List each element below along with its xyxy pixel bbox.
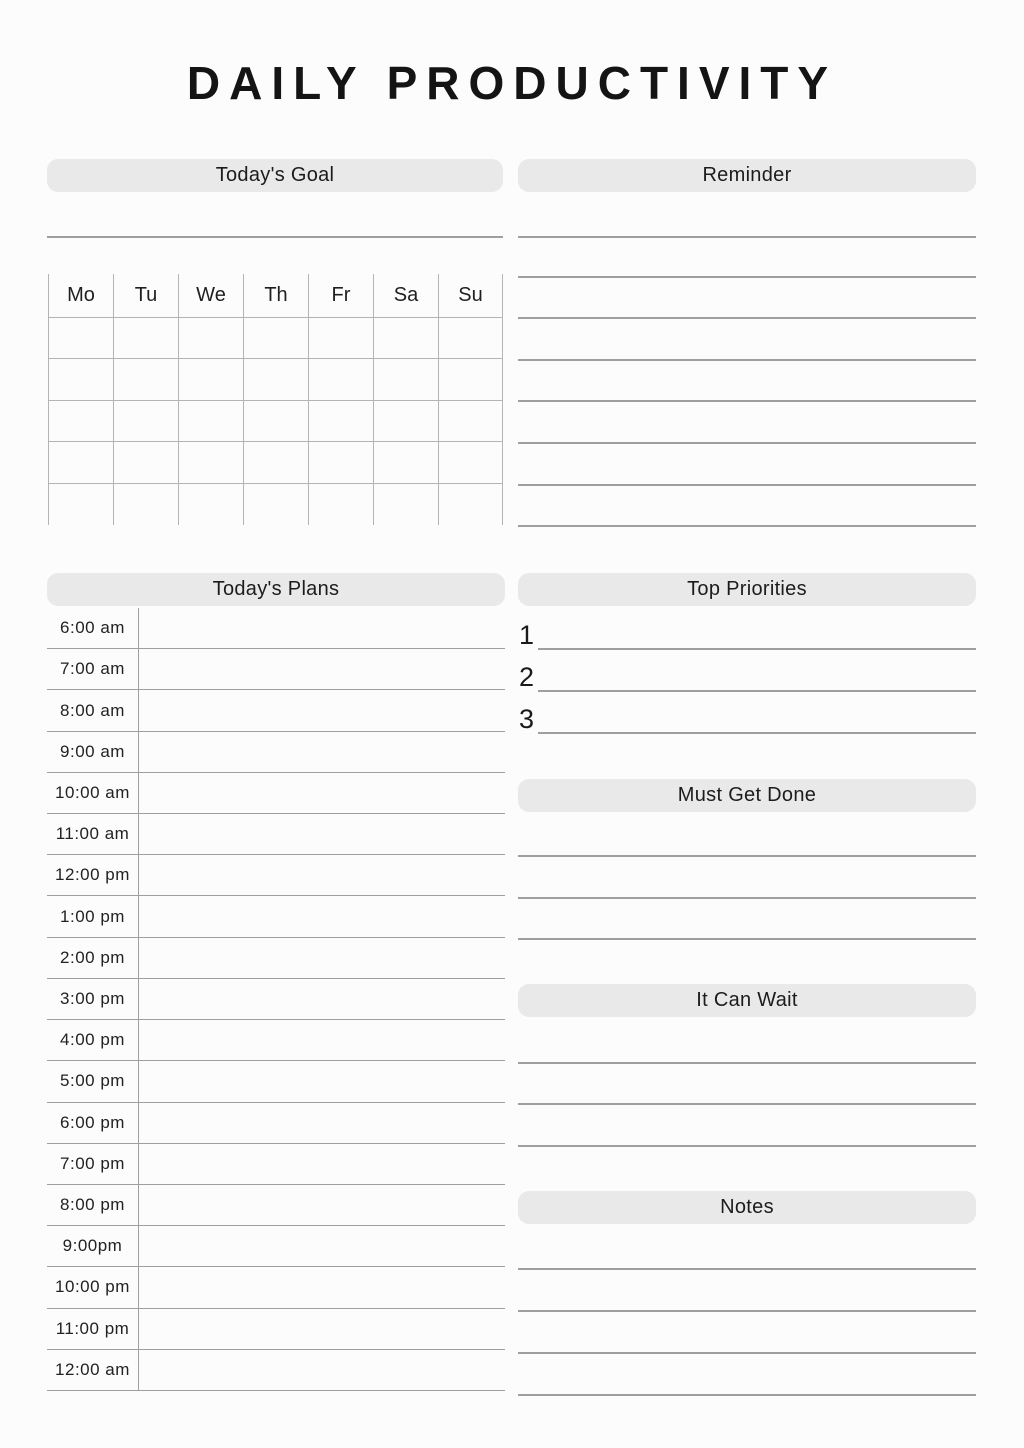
plan-time-label: 6:00 pm <box>47 1103 139 1143</box>
week-table-cell[interactable] <box>178 401 243 442</box>
reminder-writing-line[interactable] <box>518 442 976 444</box>
plan-time-label: 11:00 pm <box>47 1309 139 1349</box>
week-table-cell[interactable] <box>113 318 178 359</box>
week-table-cell[interactable] <box>308 401 373 442</box>
plan-row <box>47 1020 505 1061</box>
plan-entry-area[interactable] <box>139 1185 505 1225</box>
plan-row <box>47 649 505 690</box>
week-table-cell[interactable] <box>113 442 178 483</box>
plan-entry-area[interactable] <box>139 1144 505 1184</box>
plan-entry-area[interactable] <box>139 1267 505 1307</box>
plan-entry-area[interactable] <box>139 773 505 813</box>
plan-time-label: 4:00 pm <box>47 1020 139 1060</box>
week-table-cell[interactable] <box>243 401 308 442</box>
plan-time-label: 6:00 am <box>47 608 139 648</box>
reminder-writing-line[interactable] <box>518 276 976 278</box>
plan-time-label: 11:00 am <box>47 814 139 854</box>
plan-row <box>47 1350 505 1391</box>
section-header-it-can-wait: It Can Wait <box>518 984 976 1017</box>
week-table-cell[interactable] <box>438 484 503 525</box>
week-table-cell[interactable] <box>373 484 438 525</box>
it-can-wait-writing-line[interactable] <box>518 1062 976 1064</box>
plan-row <box>47 1267 505 1308</box>
week-day-header: We <box>178 274 243 318</box>
week-table-cell[interactable] <box>373 442 438 483</box>
plan-entry-area[interactable] <box>139 938 505 978</box>
plan-time-label: 12:00 am <box>47 1350 139 1390</box>
plan-time-label: 3:00 pm <box>47 979 139 1019</box>
priority-number: 3 <box>519 704 535 734</box>
plan-row <box>47 608 505 649</box>
week-table-cell[interactable] <box>48 359 113 400</box>
plan-time-label: 7:00 am <box>47 649 139 689</box>
plan-entry-area[interactable] <box>139 649 505 689</box>
plan-time-label: 5:00 pm <box>47 1061 139 1101</box>
plan-time-label: 9:00pm <box>47 1226 139 1266</box>
week-table-cell[interactable] <box>113 401 178 442</box>
plan-time-label: 10:00 pm <box>47 1267 139 1307</box>
week-table-cell[interactable] <box>113 359 178 400</box>
plan-row <box>47 855 505 896</box>
week-table-cell[interactable] <box>178 442 243 483</box>
notes-writing-line[interactable] <box>518 1394 976 1396</box>
week-table-cell[interactable] <box>373 359 438 400</box>
week-day-header: Fr <box>308 274 373 318</box>
top-priorities-writing-line[interactable] <box>538 648 976 650</box>
reminder-writing-line[interactable] <box>518 525 976 527</box>
plan-entry-area[interactable] <box>139 690 505 730</box>
plan-row <box>47 814 505 855</box>
plan-time-label: 8:00 am <box>47 690 139 730</box>
week-table-cell[interactable] <box>178 359 243 400</box>
plan-entry-area[interactable] <box>139 608 505 648</box>
it-can-wait-writing-line[interactable] <box>518 1145 976 1147</box>
week-table-cell[interactable] <box>373 401 438 442</box>
plan-entry-area[interactable] <box>139 732 505 772</box>
priority-number: 1 <box>519 620 535 650</box>
plan-entry-area[interactable] <box>139 855 505 895</box>
plan-entry-area[interactable] <box>139 1350 505 1390</box>
reminder-writing-line[interactable] <box>518 359 976 361</box>
plan-row <box>47 690 505 731</box>
plan-entry-area[interactable] <box>139 1226 505 1266</box>
must-get-done-writing-line[interactable] <box>518 897 976 899</box>
week-table-cell[interactable] <box>178 318 243 359</box>
reminder-writing-line[interactable] <box>518 317 976 319</box>
week-day-header: Th <box>243 274 308 318</box>
week-table-cell[interactable] <box>48 318 113 359</box>
page-title: DAILY PRODUCTIVITY <box>186 57 838 109</box>
section-header-reminder: Reminder <box>518 159 976 192</box>
week-table-cell[interactable] <box>438 401 503 442</box>
week-day-header: Su <box>438 274 503 318</box>
week-table-cell[interactable] <box>308 442 373 483</box>
plan-time-label: 8:00 pm <box>47 1185 139 1225</box>
week-table-cell[interactable] <box>308 318 373 359</box>
section-header-notes: Notes <box>518 1191 976 1224</box>
section-header-top-priorities: Top Priorities <box>518 573 976 606</box>
week-table-cell[interactable] <box>373 318 438 359</box>
week-table-cell[interactable] <box>243 359 308 400</box>
plan-row <box>47 1061 505 1102</box>
plan-entry-area[interactable] <box>139 896 505 936</box>
week-table-cell[interactable] <box>113 484 178 525</box>
reminder-writing-line[interactable] <box>518 236 976 238</box>
week-table-cell[interactable] <box>48 401 113 442</box>
plan-time-label: 7:00 pm <box>47 1144 139 1184</box>
week-table-cell[interactable] <box>243 442 308 483</box>
plan-time-label: 2:00 pm <box>47 938 139 978</box>
section-header-todays-goal: Today's Goal <box>47 159 503 192</box>
week-day-header: Sa <box>373 274 438 318</box>
plan-row <box>47 1103 505 1144</box>
plan-time-label: 9:00 am <box>47 732 139 772</box>
week-table-cell[interactable] <box>438 318 503 359</box>
plan-time-label: 12:00 pm <box>47 855 139 895</box>
reminder-writing-line[interactable] <box>518 400 976 402</box>
section-header-must-get-done: Must Get Done <box>518 779 976 812</box>
priority-number: 2 <box>519 662 535 692</box>
plan-time-label: 1:00 pm <box>47 896 139 936</box>
plan-entry-area[interactable] <box>139 814 505 854</box>
plan-time-label: 10:00 am <box>47 773 139 813</box>
plan-entry-area[interactable] <box>139 1061 505 1101</box>
week-table-cell[interactable] <box>438 359 503 400</box>
section-header-todays-plans: Today's Plans <box>47 573 505 606</box>
top-priorities-writing-line[interactable] <box>538 690 976 692</box>
week-table-cell[interactable] <box>48 442 113 483</box>
must-get-done-writing-line[interactable] <box>518 855 976 857</box>
week-table-cell[interactable] <box>308 359 373 400</box>
week-table <box>48 274 503 525</box>
plan-entry-area[interactable] <box>139 1309 505 1349</box>
plan-row <box>47 732 505 773</box>
plan-row <box>47 1226 505 1267</box>
notes-writing-line[interactable] <box>518 1268 976 1270</box>
plan-entry-area[interactable] <box>139 1020 505 1060</box>
week-day-header: Tu <box>113 274 178 318</box>
reminder-writing-line[interactable] <box>518 484 976 486</box>
week-table-cell[interactable] <box>243 318 308 359</box>
top-priorities-writing-line[interactable] <box>538 732 976 734</box>
week-table-cell[interactable] <box>48 484 113 525</box>
week-day-header: Mo <box>48 274 113 318</box>
week-table-cell[interactable] <box>438 442 503 483</box>
notes-writing-line[interactable] <box>518 1352 976 1354</box>
plan-row <box>47 1309 505 1350</box>
plan-row <box>47 896 505 937</box>
plan-row <box>47 938 505 979</box>
plans-rows <box>47 608 505 1391</box>
plan-entry-area[interactable] <box>139 1103 505 1143</box>
plan-row <box>47 1185 505 1226</box>
week-table-cell[interactable] <box>243 484 308 525</box>
plan-row <box>47 773 505 814</box>
week-table-cell[interactable] <box>178 484 243 525</box>
plan-entry-area[interactable] <box>139 979 505 1019</box>
week-table-cell[interactable] <box>308 484 373 525</box>
it-can-wait-writing-line[interactable] <box>518 1103 976 1105</box>
todays-goal-writing-line[interactable] <box>47 236 503 238</box>
plan-row <box>47 979 505 1020</box>
notes-writing-line[interactable] <box>518 1310 976 1312</box>
must-get-done-writing-line[interactable] <box>518 938 976 940</box>
plan-row <box>47 1144 505 1185</box>
